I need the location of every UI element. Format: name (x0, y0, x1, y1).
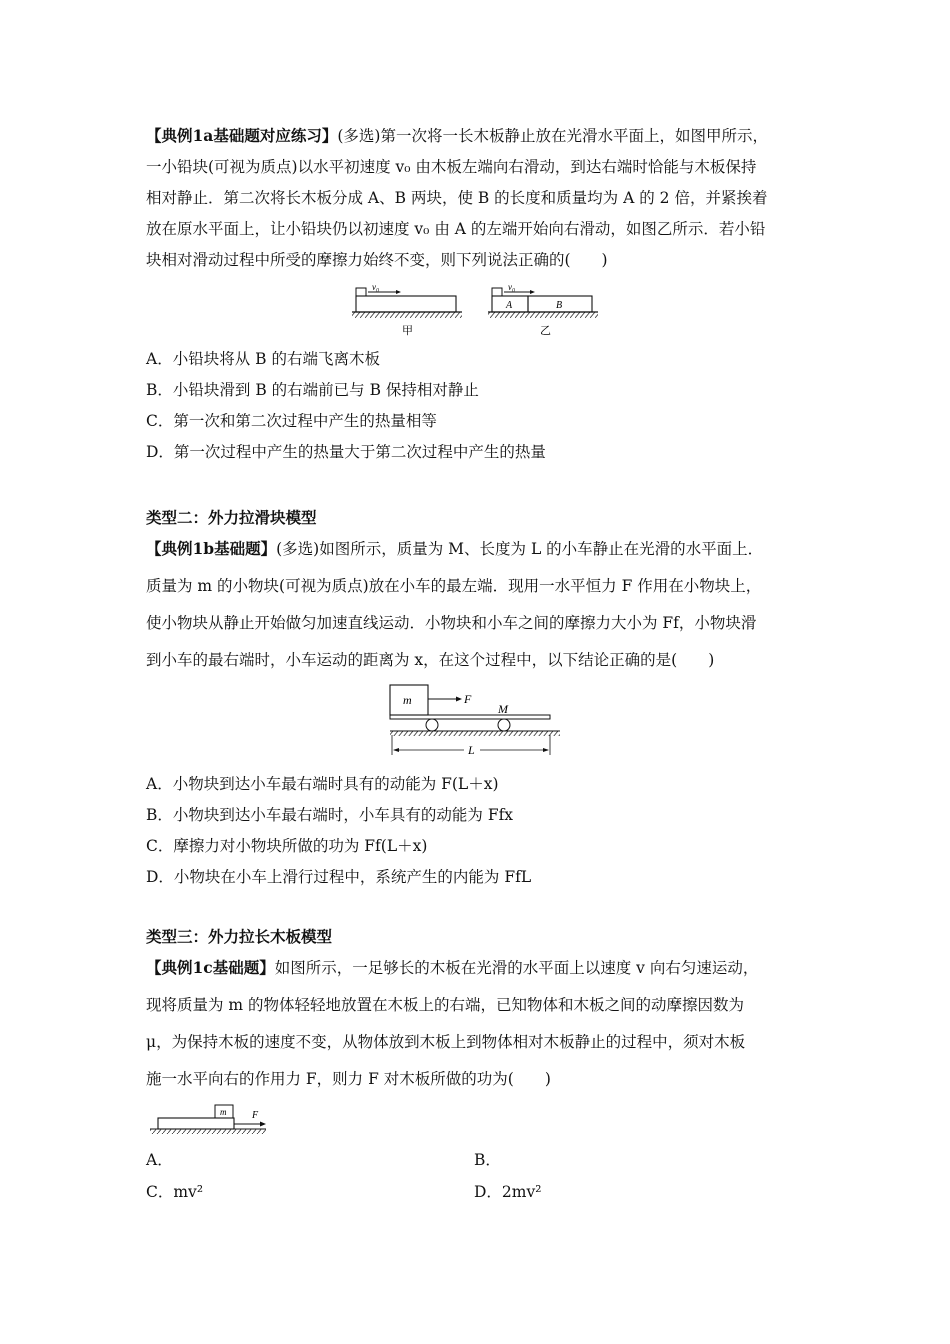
q3-option-d: D．2mv² (474, 1183, 542, 1201)
q1-option-c: C．第一次和第二次过程中产生的热量相等 (146, 412, 437, 430)
figure-yi (488, 282, 598, 337)
q1-stem-1: (多选)第一次将一长木板静止放在光滑水平面上，如图甲所示， (337, 127, 768, 145)
q3-figure (148, 1103, 278, 1137)
q3-stem-4: 施一水平向右的作用力 F，则力 F 对木板所做的功为( ) (146, 1070, 551, 1088)
label-m: m (403, 693, 412, 707)
q3-option-b: B． (474, 1151, 501, 1169)
label-yi: 乙 (540, 325, 551, 337)
label-f3: F (252, 1110, 259, 1121)
q2-stem-1: (多选)如图所示，质量为 M、长度为 L 的小车静止在光滑的水平面上． (276, 540, 764, 558)
label-jia: 甲 (402, 325, 413, 337)
right-wheel (498, 719, 510, 731)
q2-option-d: D．小物块在小车上滑行过程中，系统产生的内能为 FfL (146, 868, 532, 886)
label-b: B (556, 300, 563, 311)
q3-stem-2: 现将质量为 m 的物体轻轻地放置在木板上的右端，已知物体和木板之间的动摩擦因数为 (146, 996, 745, 1014)
q2-stem-3: 使小物块从静止开始做匀加速直线运动．小物块和小车之间的摩擦力大小为 Ff，小物块滑 (146, 614, 757, 632)
q1-stem-4: 放在原水平面上，让小铅块仍以初速度 v₀ 由 A 的左端开始向右滑动，如图乙所示．若小铅 (146, 220, 766, 238)
lead-block-yi (492, 288, 502, 296)
q1-stem-2: 一小铅块(可视为质点)以水平初速度 v₀ 由木板左端向右滑动，到达右端时恰能与木板保持 (146, 158, 757, 176)
cart-board (390, 715, 550, 719)
q1-figure (350, 282, 600, 340)
q2-option-c: C．摩擦力对小物块所做的功为 Ff(L＋x) (146, 837, 428, 855)
figure-jia (352, 282, 462, 337)
lead-block (356, 288, 366, 296)
left-wheel (426, 719, 438, 731)
q3-line-1 (146, 958, 758, 978)
q2-figure (388, 683, 568, 763)
q1-option-d: D．第一次过程中产生的热量大于第二次过程中产生的热量 (146, 443, 546, 461)
q3-tag: 【典例1c基础题】 (146, 958, 275, 977)
q2-line-1 (146, 539, 763, 559)
q1-option-b: B．小铅块滑到 B 的右端前已与 B 保持相对静止 (146, 381, 479, 399)
v0-label-yi: v₀ (508, 282, 516, 292)
long-board (356, 296, 456, 312)
long-wood-board (158, 1118, 234, 1129)
label-a: A (506, 300, 513, 311)
q3-option-c: C．mv² (146, 1183, 204, 1201)
q1-tag: 【典例1a基础题对应练习】 (146, 126, 338, 145)
type3-heading: 类型三：外力拉长木板模型 (146, 927, 333, 946)
q1-stem-5: 块相对滑动过程中所受的摩擦力始终不变，则下列说法正确的( ) (146, 251, 608, 269)
label-m3: m (220, 1107, 227, 1117)
q2-stem-2: 质量为 m 的小物块(可视为质点)放在小车的最左端．现用一水平恒力 F 作用在小物块上， (146, 577, 762, 595)
q1-stem-3: 相对静止．第二次将长木板分成 A、B 两块，使 B 的长度和质量均为 A 的 2 倍，并紧挨着 (146, 189, 768, 207)
q3-stem-1: 如图所示，一足够长的木板在光滑的水平面上以速度 v 向右匀速运动， (274, 959, 759, 977)
label-l: L (468, 743, 475, 757)
v0-label-jia: v₀ (372, 282, 380, 292)
label-f: F (464, 692, 472, 706)
q1-line-1 (146, 126, 768, 146)
q2-tag: 【典例1b基础题】 (146, 539, 277, 558)
q2-option-a: A．小物块到达小车最右端时具有的动能为 F(L＋x) (146, 775, 499, 793)
label-big-m: M (498, 702, 508, 716)
type2-heading: 类型二：外力拉滑块模型 (146, 508, 317, 527)
q1-option-a: A．小铅块将从 B 的右端飞离木板 (146, 350, 380, 368)
q3-option-a: A． (146, 1151, 173, 1169)
q3-stem-3: μ，为保持木板的速度不变，从物体放到木板上到物体相对木板静止的过程中，须对木板 (146, 1033, 746, 1051)
q2-option-b: B．小物块到达小车最右端时，小车具有的动能为 Ffx (146, 806, 514, 824)
q2-stem-4: 到小车的最右端时，小车运动的距离为 x，在这个过程中，以下结论正确的是( ) (146, 651, 715, 669)
